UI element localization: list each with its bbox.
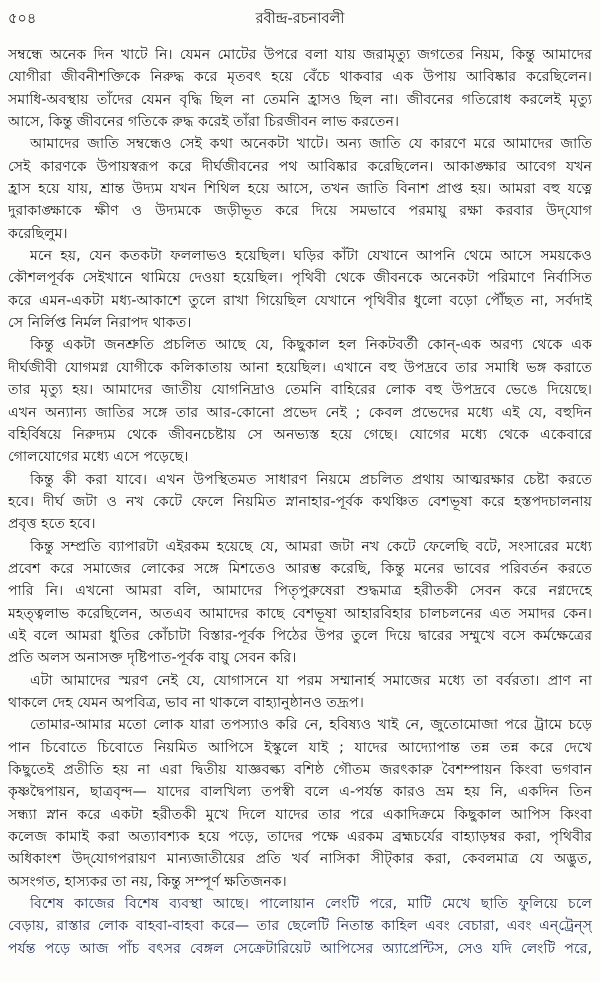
text-line: তার মৃত্যু হয়। আমাদের জাতীয় যোগনিদ্রাও তেমনি বাহিরের লোক বহু উপদ্রবে ভেঙে দিয়েছে। (8, 382, 592, 399)
text-line: এখন অন্যান্য জাতির সঙ্গে তার আর-কোনো প্রভেদ নেই ; কেবল প্রভেদের মধ্যে এই যে, বহুদিন (8, 404, 592, 421)
text-line: আসে, কিন্তু জীবনের গতিকে রুদ্ধ করেই তাঁরা চিরজীবন লাভ করতেন। (8, 114, 400, 131)
text-line: সমাধি-অবস্থায় তাঁদের যেমন বৃদ্ধি ছিল না তেমনি হ্রাসও ছিল না। জীবনের গতিরোধ করলেই মৃত্যু (8, 91, 592, 108)
text-line: করে এমন-একটা মধ্য-আকাশে তুলে রাখা গিয়েছিল যেখানে পৃথিবীর ধুলো বড়ো পৌঁছত না, সর্বদাই (8, 292, 592, 309)
text-line: পান চিবোতে চিবোতে নিয়মিত আপিসে ইস্কুলে যাই ; যাদের আদ্যোপান্ত তন্ন তন্ন করে দেখে (8, 739, 592, 756)
text-line: প্রতি অলস অনাসক্ত দৃষ্টিপাত-পূর্বক বায়ু সেবন করি। (8, 650, 297, 667)
text-line: মহত্ত্বলাভ করেছিলেন, অতএব আমাদের কাছে বেশভূষা আহারবিহার চালচলনের এত সমাদর কেন। (8, 605, 592, 622)
text-line: অসংগত, হাস্যকর তা নয়, কিন্তু সম্পূর্ণ ক্ষতিজনক। (8, 873, 287, 890)
text-line: পারি নি। এখনো আমরা বলি, আমাদের পিতৃপুরুষেরা শুদ্ধমাত্র হরীতকী সেবন করে নগ্নদেহে (8, 583, 592, 600)
text-line: সেই কারণকে উপায়স্বরূপ করে দীর্ঘজীবনের পথ আবিষ্কার করেছিলেন। আকাঙ্ক্ষার আবেগ যখন (8, 158, 592, 175)
text-line: পর্যন্ত পড়ে আজ পাঁচ বৎসর বেঙ্গল সেক্রেটারিয়েট আপিসের অ্যাপ্রেন্টিস, সেও যদি লেংটি পরে, (8, 940, 592, 957)
text-line: এই বলে আমরা ধুতির কোঁচাটা বিস্তার-পূর্বক পিঠের উপর তুলে দিয়ে দ্বারের সম্মুখে বসে কর্মক্ষেত্রের (8, 627, 592, 644)
text-line: গোলযোগের মধ্যে এসে পড়েছে। (8, 449, 189, 466)
text-line: এটা আমাদের স্মরণ নেই যে, যোগাসনে যা পরম সম্মানার্হ সমাজের মধ্যে তা বর্বরতা। প্রাণ না (30, 672, 592, 689)
text-line: অধিকাংশ উদ্‌যোগপরায়ণ মান্যজাতীয়ের প্রতি খর্ব নাসিকা সীট্‌কার করা, কেবলমাত্র যে অদ্ভুত, (8, 851, 592, 868)
text-line: সম্বন্ধে অনেক দিন খাটে নি। যেমন মোটের উপরে বলা যায় জরামৃত্যু জগতের নিয়ম, কিন্তু আমাদের (8, 47, 592, 63)
text-line: কিছুতেই প্রতীতি হয় না এরা দ্বিতীয় যাজ্ঞবল্ক্য বশিষ্ঠ গৌতম জরৎকারু বৈশম্পায়ন কিংবা ভগবান (8, 762, 592, 778)
text-line: প্রবৃত্ত হতে হবে। (8, 516, 96, 533)
text-line: সে নির্লিপ্ত নির্মল নিরাপদ থাকত। (8, 315, 192, 332)
text-line: কৃষ্ণদ্বৈপায়ন, ছাত্রবৃন্দ— যাদের বালখিল্য তপস্বী বলে এ-পর্যন্ত কারও ভ্রম হয় নি, একদিন তিন (8, 784, 592, 801)
text-line: যোগীরা জীবনীশক্তিকে নিরুদ্ধ করে মৃতবৎ হয়ে বেঁচে থাকবার এক উপায় আবিষ্কার করেছিলেন। (8, 69, 592, 86)
text-line: কিন্তু কী করা যাবে। এখন উপস্থিতমত সাধারণ নিয়মে প্রচলিত প্রথায় আত্মরক্ষার চেষ্টা করতে (30, 471, 592, 488)
text-line: বেড়ায়, রাস্তার লোক বাহবা-বাহবা করে— তার ছেলেটি নিতান্ত কাহিল এবং বেচারা, এবং এন্‌ট্রেন্স্‌ (8, 918, 592, 935)
text-line: সন্ধ্যা স্নান করে একটা হরীতকী মুখে দিলে যাদের তার পরে একাদিক্রমে কিছুকাল আপিস কিংবা (8, 806, 592, 823)
text-line: দীর্ঘজীবী যোগমগ্ন যোগীকে কলিকাতায় আনা হয়েছিল। এখানে বহু উপদ্রবে তার সমাধি ভঙ্গ করাতে (8, 359, 592, 376)
text-line: বহির্বিষয়ে নিরুদ্যম থেকে জীবনচেষ্টায় সে অনভ্যস্ত হয়ে গেছে। যোগের মধ্যে থেকে একেবারে (8, 426, 592, 443)
text-line: তোমার-আমার মতো লোক যারা তপস্যাও করি নে, হবিষ্যও খাই নে, জুতোমোজা পরে ট্রামে চড়ে (30, 717, 592, 734)
text-line: কিন্তু একটা জনশ্রুতি প্রচলিত আছে যে, কিছুকাল হল নিকটবর্তী কোন্‌-এক অরণ্য থেকে এক (30, 337, 592, 354)
text-line: থাকলে দেহ যেমন অপবিত্র, ভাব না থাকলে বাহ্যানুষ্ঠানও তদ্রূপ। (8, 694, 364, 711)
text-line: করেছিলুম। (8, 225, 68, 242)
text-line: কলেজ কামাই করা অত্যাবশ্যক হয়ে পড়ে, তাদের পক্ষে এরকম ব্রহ্মচর্যের বাহ্যাড়ম্বর করা, পৃথিবীর (8, 829, 592, 846)
text-line: হ্রাস হয়ে যায়, শ্রান্ত উদ্যম যখন শিথিল হয়ে আসে, তখন জাতি বিনাশ প্রাপ্ত হয়। আমরা বহু যত্নে (8, 181, 592, 198)
text-line: দুরাকাঙ্ক্ষাকে ক্ষীণ ও উদ্যমকে জড়ীভূত করে দিয়ে সমভাবে পরমায়ু রক্ষা করবার উদ্‌যোগ (8, 203, 592, 220)
body-text (8, 44, 592, 960)
text-line: আমাদের জাতি সম্বন্ধেও সেই কথা অনেকটা খাটে। অন্য জাতি যে কারণে মরে আমাদের জাতি (30, 136, 592, 153)
running-title: রবীন্দ্র-রচনাবলী (255, 11, 345, 27)
text-line: প্রবেশ করে সমাজের লোকের সঙ্গে মিশতেও আরম্ভ করেছি, কিন্তু মনের ভাবের পরিবর্তন করতে (8, 560, 592, 577)
page-number: ৫০৪ (8, 11, 37, 27)
page-header (8, 8, 592, 30)
text-line: মনে হয়, যেন কতকটা ফললাভও হয়েছিল। ঘড়ির কাঁটা যেখানে আপনি থেমে আসে সময়কেও (30, 248, 592, 265)
text-line: হবে। দীর্ঘ জটা ও নখ কেটে ফেলে নিয়মিত স্নানাহার-পূর্বক কথঞ্চিত বেশভূষা করে হস্তপদচালনায় (8, 493, 592, 510)
text-line: কিন্তু সম্প্রতি ব্যাপারটা এইরকম হয়েছে যে, আমরা জটা নখ কেটে ফেলেছি বটে, সংসারের মধ্যে (30, 538, 592, 555)
text-line: বিশেষ কাজের বিশেষ ব্যবস্থা আছে। পালোয়ান লেংটি পরে, মাটি মেখে ছাতি ফুলিয়ে চলে (30, 896, 592, 913)
text-line: কৌশলপূর্বক সেইখানে থামিয়ে দেওয়া হয়েছিল। পৃথিবী থেকে জীবনকে অনেকটা পরিমাণে নির্বাসিত (8, 270, 592, 287)
